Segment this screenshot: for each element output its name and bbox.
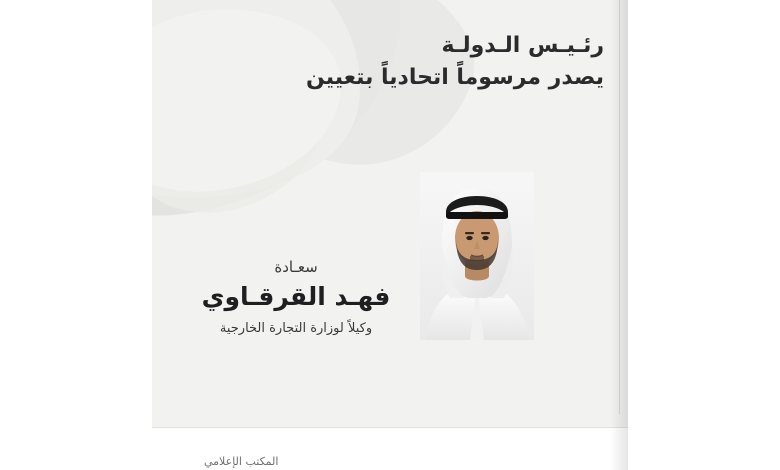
- headline-line-2: يصدر مرسوماً اتحادياً بتعيين: [305, 64, 604, 90]
- subject-title: وكيلاً لوزارة التجارة الخارجية: [219, 321, 373, 336]
- footer-logo-text: المكتب الإعلامي: [204, 455, 279, 468]
- headline: [204, 30, 604, 94]
- portrait-photo: [420, 172, 534, 340]
- subject-block: [190, 258, 402, 336]
- right-gutter: [628, 0, 780, 470]
- page-edge-line: [619, 0, 620, 414]
- subject-honorific: سعـادة: [274, 258, 318, 276]
- subject-name: فهـد القرقـاوي: [201, 282, 391, 311]
- headline-line-1: رئـيـس الـدولـة: [441, 33, 604, 58]
- left-gutter: [0, 0, 152, 470]
- news-card: [152, 0, 628, 470]
